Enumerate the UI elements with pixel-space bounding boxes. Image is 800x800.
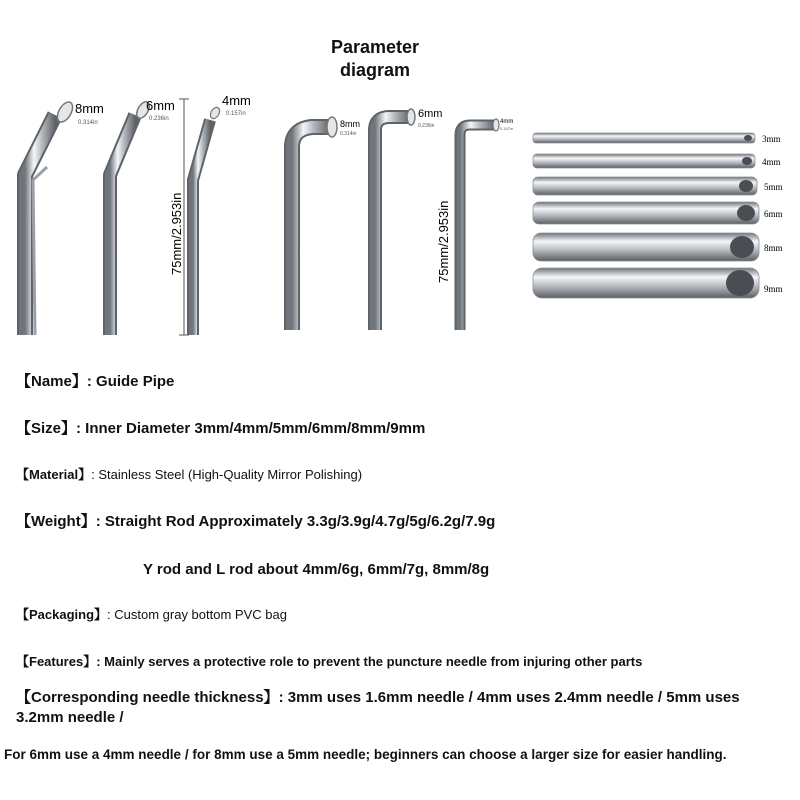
spec-size-value: : Inner Diameter 3mm/4mm/5mm/6mm/8mm/9mm	[76, 420, 426, 437]
spec-needle	[16, 688, 784, 728]
spec-material	[16, 465, 362, 485]
y-rod-8mm-in: 0.314in	[78, 120, 98, 126]
l-rod-4mm-mm: 4mm	[500, 119, 514, 125]
straight-rod-6mm-label: 6mm	[764, 209, 783, 219]
spec-needle-key: 【Corresponding needle thickness】	[16, 689, 279, 706]
straight-rod-3mm	[533, 133, 781, 144]
y-rod-length-label: 75mm/2.953in	[169, 192, 184, 275]
spec-features-key: 【Features】	[16, 654, 97, 669]
spec-weight-line-2-text: Y rod and L rod about 4mm/6g, 6mm/7g, 8mm/8g	[143, 561, 490, 578]
straight-rod-5mm-label: 5mm	[764, 182, 783, 192]
l-rod-4mm	[460, 119, 499, 330]
l-rod-8mm	[292, 117, 337, 330]
y-rod-6mm-label	[146, 98, 175, 122]
spec-size	[16, 419, 425, 439]
spec-weight-key: 【Weight】	[16, 513, 96, 530]
l-rod-8mm-label	[340, 119, 360, 137]
y-rod-8mm-label	[75, 101, 104, 126]
straight-rod-4mm-label: 4mm	[762, 157, 781, 167]
spec-name	[16, 372, 174, 392]
y-rod-8mm-mm: 8mm	[75, 101, 104, 116]
y-rod-4mm-mm: 4mm	[222, 93, 251, 108]
spec-size-key: 【Size】	[16, 420, 77, 437]
spec-weight	[16, 512, 495, 532]
y-rod-4mm-in: 0.157in	[226, 111, 246, 117]
l-rod-8mm-in: 0.314in	[340, 131, 357, 137]
y-rod-8mm	[25, 99, 76, 335]
straight-rod-5mm	[533, 177, 783, 195]
spec-weight-line-2	[143, 560, 489, 580]
page-title	[300, 36, 450, 82]
y-rod-4mm-label	[222, 93, 251, 117]
title-line-1: Parameter	[330, 37, 420, 57]
spec-needle-line-2-text: For 6mm use a 4mm needle / for 8mm use a 5mm needle; beginners can choose a larger size for easier handling.	[4, 747, 727, 762]
parameter-diagram	[0, 85, 800, 345]
straight-rod-8mm-label: 8mm	[764, 243, 783, 253]
y-rod-6mm-in: 0.236in	[149, 116, 169, 122]
spec-name-key: 【Name】	[16, 373, 87, 390]
straight-rod-4mm	[533, 154, 781, 168]
l-rod-6mm-label	[418, 108, 442, 129]
l-rod-4mm-in: 0.157in	[500, 126, 514, 131]
spec-weight-value: : Straight Rod Approximately 3.3g/3.9g/4.7g/5g/6.2g/7.9g	[95, 513, 496, 530]
spec-packaging-key: 【Packaging】	[16, 607, 108, 622]
l-rod-length-label: 75mm/2.953in	[436, 200, 451, 283]
straight-rod-9mm	[533, 268, 783, 298]
l-rod-8mm-mm: 8mm	[340, 119, 360, 129]
spec-material-key: 【Material】	[16, 467, 92, 482]
spec-features	[16, 652, 642, 672]
spec-material-value: : Stainless Steel (High-Quality Mirror Polishing)	[91, 467, 363, 482]
spec-packaging-value: : Custom gray bottom PVC bag	[107, 607, 287, 622]
spec-needle-value: : 3mm uses 1.6mm needle / 4mm uses 2.4mm needle / 5mm uses 3.2mm needle /	[16, 689, 740, 726]
l-rod-6mm-in: 0.236in	[418, 123, 435, 129]
straight-rod-9mm-label: 9mm	[764, 284, 783, 294]
l-rod-4mm-label	[500, 119, 513, 131]
y-rod-4mm	[193, 106, 221, 335]
l-rod-6mm-mm: 6mm	[418, 108, 443, 120]
spec-features-value: : Mainly serves a protective role to prevent the puncture needle from injuring other parts	[96, 654, 643, 669]
title-line-2: diagram	[339, 60, 411, 80]
y-rod-6mm	[110, 100, 152, 335]
y-rod-6mm-mm: 6mm	[146, 98, 175, 113]
straight-rod-8mm	[533, 233, 783, 261]
spec-packaging	[16, 605, 287, 625]
l-rod-6mm	[375, 109, 415, 330]
spec-needle-line-2	[4, 745, 727, 765]
spec-name-value: : Guide Pipe	[86, 373, 175, 390]
straight-rod-6mm	[533, 202, 783, 224]
straight-rod-3mm-label: 3mm	[762, 134, 781, 144]
